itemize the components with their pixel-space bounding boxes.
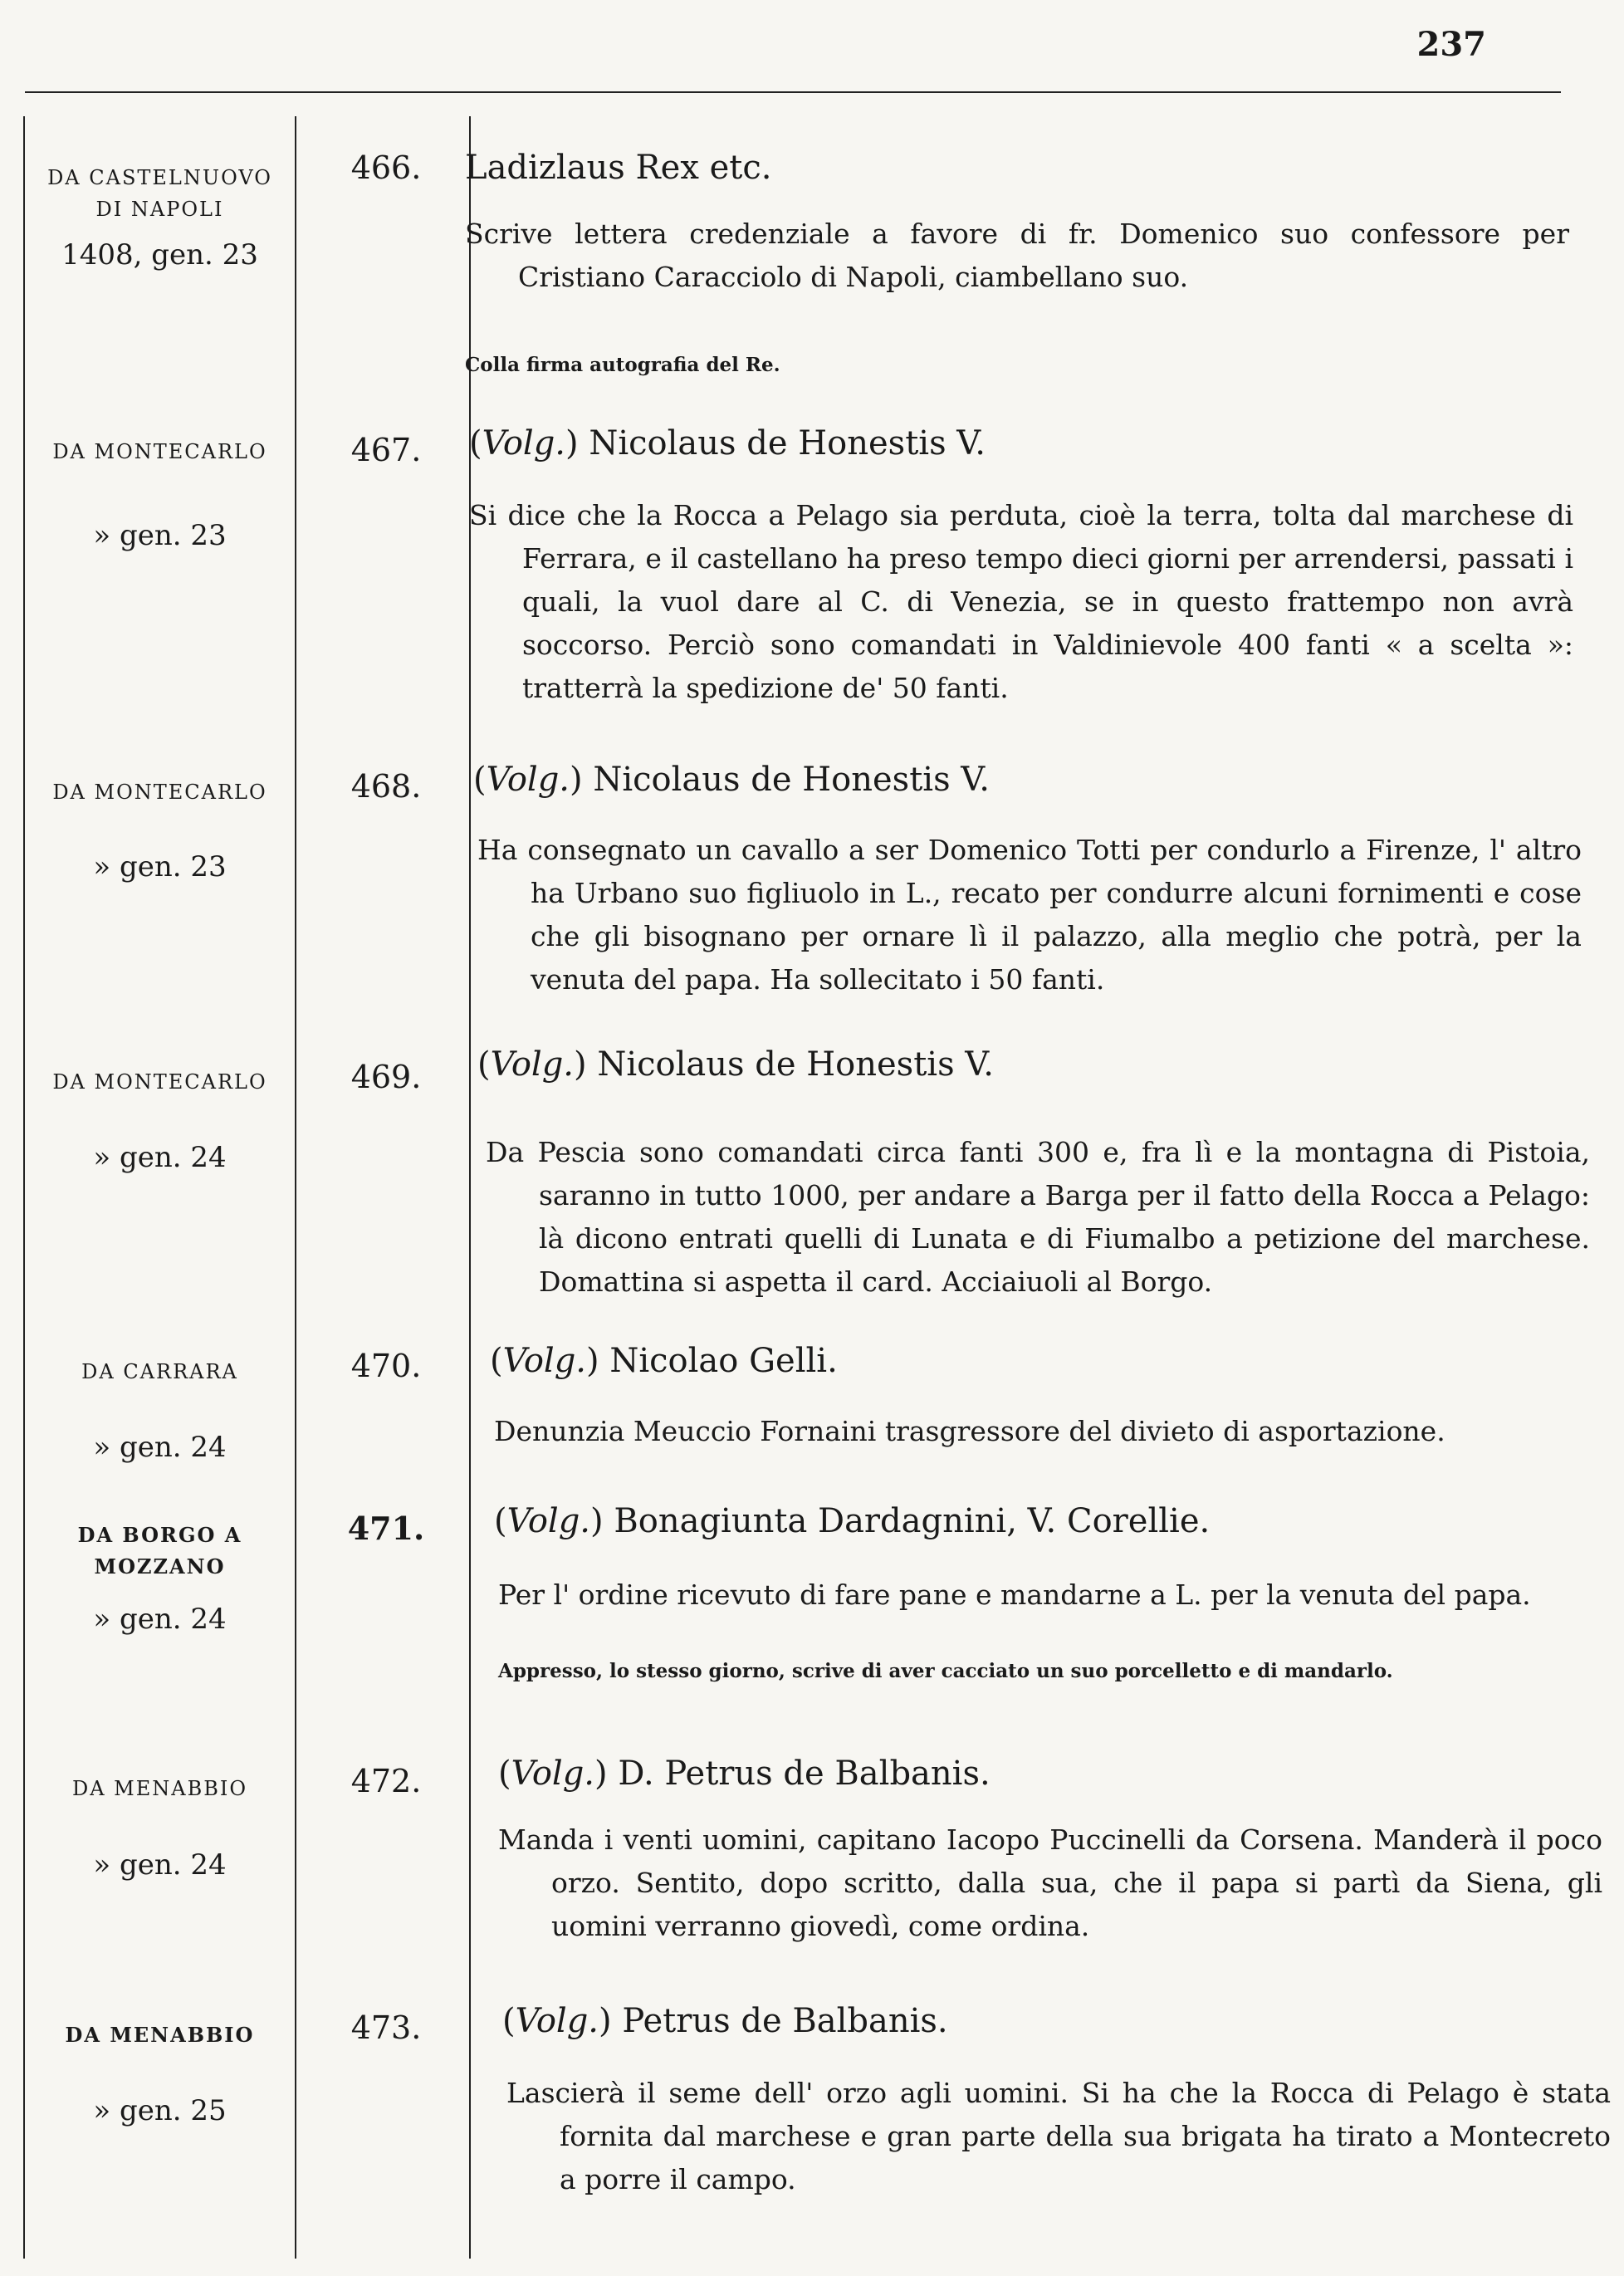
entry-number: 473. <box>350 2009 422 2046</box>
top-rule <box>25 91 1561 93</box>
entry-date: » gen. 24 <box>93 1603 227 1636</box>
entry-number: 472. <box>350 1763 422 1799</box>
entry-heading: (Volg.) Nicolaus de Honestis V. <box>469 424 986 463</box>
entry-place: DA CARRARA <box>81 1360 238 1383</box>
entry-heading: (Volg.) Nicolaus de Honestis V. <box>477 1045 994 1084</box>
entry-note: Colla firma autografia del Re. <box>465 354 780 376</box>
volg-label: Volg. <box>486 761 570 799</box>
entry-place: DA MENABBIO <box>65 2023 255 2047</box>
entry-date: » gen. 23 <box>93 850 227 883</box>
entry-place: DA MENABBIO <box>71 1777 248 1800</box>
entry-text: Denunzia Meuccio Fornaini trasgressore del divieto di asportazione. <box>494 1415 1445 1447</box>
entry-place: DA MONTECARLO <box>52 440 267 463</box>
entry-note: Appresso, lo stesso giorno, scrive di aver cacciato un suo porcelletto e di mandarlo. <box>498 1660 1393 1682</box>
entry-text: Scrive lettera credenziale a favore di fr. Domenico suo confessore per Cristiano Caracciolo di Napoli, ciambellano suo. <box>465 218 1569 293</box>
volg-label: Volg. <box>506 1502 591 1540</box>
volg-label: Volg. <box>490 1045 575 1084</box>
entry-author: Ladizlaus Rex etc. <box>465 149 772 187</box>
entry-author: D. Petrus de Balbanis. <box>618 1755 991 1793</box>
entry-date: » gen. 24 <box>93 1141 227 1174</box>
entry-author: Nicolaus de Honestis V. <box>593 761 990 799</box>
left-border-line <box>23 116 25 2259</box>
entry-heading <box>465 148 1544 188</box>
entry-text: Ha consegnato un cavallo a ser Domenico Totti per condurlo a Firenze, l' altro ha Urbano suo figliuolo in L., recato per condurre alcuni fornimenti e cose che gli bisognano per ornare lì il palazzo, alla meglio che potrà, per la venuta del papa. Ha sollecitato i 50 fanti. <box>477 834 1582 996</box>
entry-date: » gen. 24 <box>93 1431 227 1464</box>
entry-heading: (Volg.) Petrus de Balbanis. <box>502 2002 948 2040</box>
entry-place: DA MONTECARLO <box>52 1070 267 1094</box>
entry-heading: (Volg.) Nicolao Gelli. <box>490 1342 838 1380</box>
entry-number: 466. <box>350 149 422 186</box>
entry-date: » gen. 25 <box>93 2094 227 2127</box>
entry-date: 1408, gen. 23 <box>61 238 258 272</box>
entry-heading: (Volg.) D. Petrus de Balbanis. <box>498 1755 991 1793</box>
entry-author: Nicolao Gelli. <box>609 1342 838 1380</box>
entry-number: 467. <box>350 432 422 468</box>
entry-text: Si dice che la Rocca a Pelago sia perduta, cioè la terra, tolta dal marchese di Ferrara, e il castellano ha preso tempo dieci giorni per arrendersi, passati i quali, la vuol dare al C. di Venezia, se in questo frattempo non avrà soccorso. Perciò sono comandati in Valdinievole 400 fanti « a scelta »: tratterrà la spedizione de' 50 fanti. <box>469 499 1573 704</box>
volg-label: Volg. <box>515 2002 599 2040</box>
entry-date: » gen. 24 <box>93 1848 227 1882</box>
entry-author: Nicolaus de Honestis V. <box>597 1045 994 1084</box>
entry-number: 468. <box>350 768 422 805</box>
entry-place: DA BORGO A MOZZANO <box>77 1523 242 1579</box>
page-number: 237 <box>1416 25 1486 64</box>
entry-text: Lascierà il seme dell' orzo agli uomini. Si ha che la Rocca di Pelago è stata fornita dal marchese e gran parte della sua brigata ha tirato a Montecreto a porre il campo. <box>506 2077 1611 2195</box>
volg-label: Volg. <box>482 424 566 463</box>
entry-text: Manda i venti uomini, capitano Iacopo Puccinelli da Corsena. Manderà il poco orzo. Sentito, dopo scritto, dalla sua, che il papa si partì da Siena, gli uomini verranno giovedì, come ordina. <box>498 1823 1602 1942</box>
entry-author: Nicolaus de Honestis V. <box>589 424 986 463</box>
volg-label: Volg. <box>511 1755 595 1793</box>
volg-label: Volg. <box>502 1342 587 1380</box>
entry-heading: (Volg.) Nicolaus de Honestis V. <box>473 761 990 799</box>
entry-number: 469. <box>350 1059 422 1095</box>
entry-text: Da Pescia sono comandati circa fanti 300 e, fra lì e la montagna di Pistoia, saranno in tutto 1000, per andare a Barga per il fatto della Rocca a Pelago: là dicono entrati quelli di Lunata e di Fiumalbo a petizione del marchese. Domattina si aspetta il card. Acciaiuoli al Borgo. <box>486 1136 1590 1298</box>
entry-text: Per l' ordine ricevuto di fare pane e mandarne a L. per la venuta del papa. <box>498 1579 1531 1611</box>
date-column-divider <box>295 116 296 2259</box>
entry-place: DA CASTELNUOVO DI NAPOLI <box>47 166 272 221</box>
entry-heading: (Volg.) Bonagiunta Dardagnini, V. Corellie. <box>494 1502 1211 1540</box>
entry-author: Bonagiunta Dardagnini, V. Corellie. <box>614 1502 1211 1540</box>
entry-author: Petrus de Balbanis. <box>622 2002 948 2040</box>
entry-number: 471. <box>347 1510 425 1547</box>
entry-number: 470. <box>350 1348 422 1384</box>
entry-place: DA MONTECARLO <box>52 781 267 804</box>
entry-date: » gen. 23 <box>93 519 227 552</box>
